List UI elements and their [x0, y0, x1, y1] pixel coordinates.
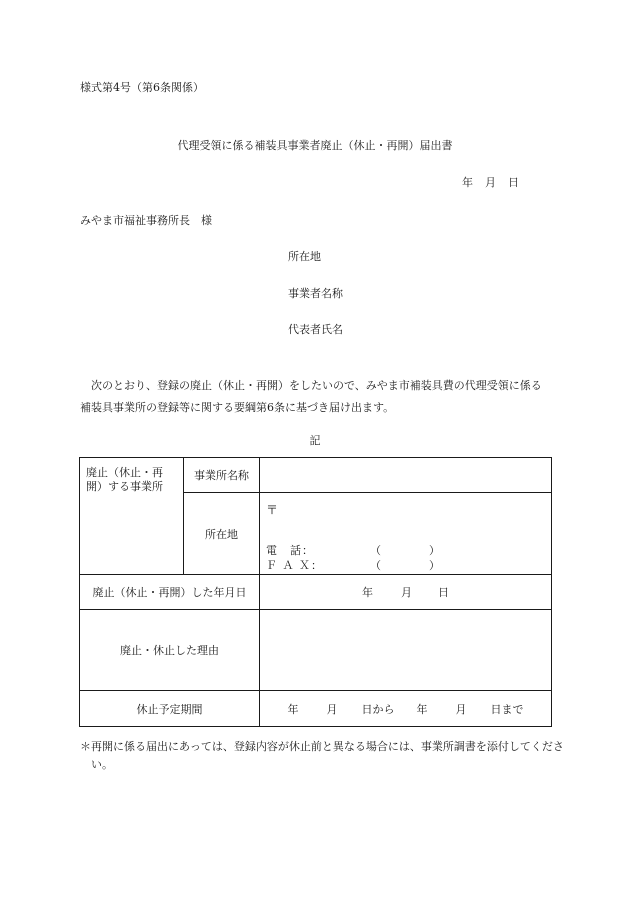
body-paragraph: 次のとおり、登録の廃止（休止・再開）をしたいので、みやま市補装具費の代理受領に係る補装具事業所の登録等に関する要綱第6条に基づき届け出ます。 — [80, 379, 542, 414]
submission-date — [462, 177, 519, 188]
period-label: 休止予定期間 — [80, 691, 260, 727]
closure-date-label: 廃止（休止・再開）した年月日 — [80, 575, 260, 610]
ki-heading: 記 — [309, 434, 321, 447]
form-number: 様式第4号（第6条関係） — [80, 81, 204, 94]
closure-month: 月 — [401, 586, 412, 599]
date-month: 月 — [485, 176, 496, 189]
applicant-representative-label: 代表者氏名 — [288, 323, 343, 336]
fax-label: Ｆ Ａ Ｘ： — [266, 558, 323, 572]
closure-day: 日 — [438, 586, 449, 599]
closure-date-field[interactable] — [260, 575, 552, 610]
facility-name-field[interactable] — [260, 458, 552, 493]
period-from-year: 年 — [287, 702, 299, 716]
period-to-day: 日まで — [490, 702, 524, 716]
date-year: 年 — [462, 176, 473, 189]
phone-label: 電 話： — [266, 543, 314, 557]
addressee: みやま市福祉事務所長 様 — [80, 214, 212, 227]
closure-year: 年 — [362, 586, 373, 599]
postal-mark: 〒 — [266, 502, 279, 517]
period-field[interactable] — [260, 691, 552, 727]
applicant-business-name-label: 事業者名称 — [288, 287, 343, 300]
facility-header: 廃止（休止・再開）する事業所 — [86, 466, 163, 493]
reason-label: 廃止・休止した理由 — [80, 610, 260, 691]
date-day: 日 — [508, 176, 519, 189]
document-title: 代理受領に係る補装具事業者廃止（休止・再開）届出書 — [177, 139, 453, 152]
notification-table — [79, 457, 552, 727]
phone-paren-close: ） — [429, 543, 440, 557]
reason-field[interactable] — [260, 610, 552, 691]
phone-row[interactable] — [266, 545, 440, 556]
period-to-year: 年 — [416, 702, 428, 716]
facility-header-cell — [80, 458, 184, 575]
phone-paren-open: （ — [370, 543, 381, 557]
period-from-day: 日から — [361, 702, 395, 716]
period-to-month: 月 — [455, 702, 467, 716]
period-from-month: 月 — [326, 702, 338, 716]
fax-paren-open: （ — [370, 558, 381, 572]
applicant-location-label: 所在地 — [288, 250, 321, 263]
fax-paren-close: ） — [429, 558, 440, 572]
facility-name-label: 事業所名称 — [184, 458, 260, 493]
footnote: ＊再開に係る届出にあっては、登録内容が休止前と異なる場合には、事業所調書を添付してください。 — [80, 740, 564, 771]
facility-address-field[interactable] — [260, 493, 552, 575]
facility-address-label: 所在地 — [184, 493, 260, 575]
fax-row[interactable] — [266, 560, 440, 571]
